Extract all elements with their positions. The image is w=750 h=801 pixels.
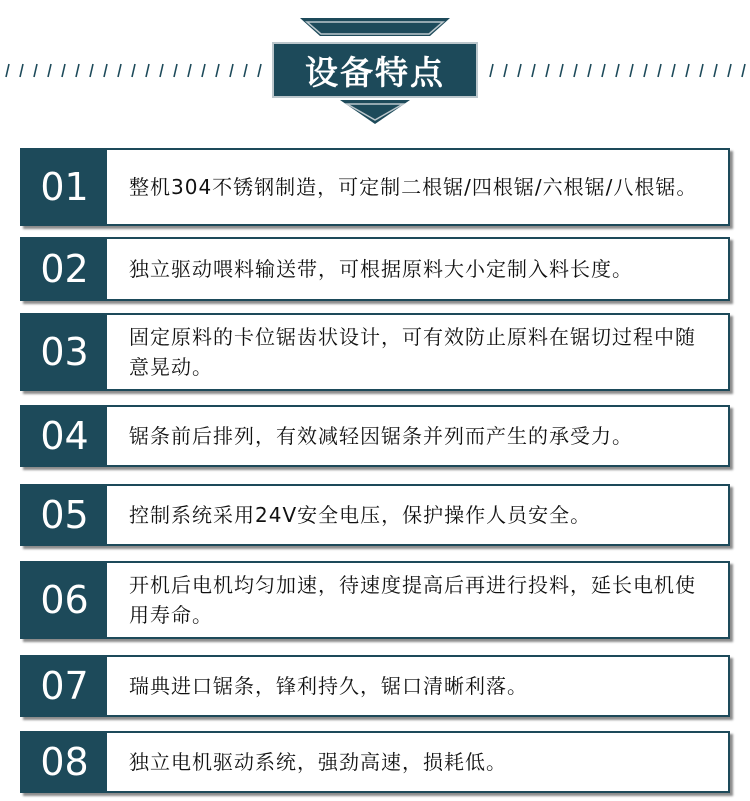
slash-mark xyxy=(588,64,591,77)
feature-text: 整机304不锈钢制造，可定制二根锯/四根锯/六根锯/八根锯。 xyxy=(129,175,698,199)
slash-mark xyxy=(686,64,689,77)
feature-text: 控制系统采用24V安全电压，保护操作人员安全。 xyxy=(129,503,592,527)
slash-mark xyxy=(700,64,703,77)
slash-mark xyxy=(48,64,51,77)
slash-mark xyxy=(6,64,9,77)
slash-mark xyxy=(104,64,107,77)
section-header xyxy=(0,0,750,130)
slash-mark xyxy=(532,64,535,77)
feature-number: 01 xyxy=(22,150,107,224)
feature-number: 06 xyxy=(22,563,107,637)
slash-mark xyxy=(174,64,177,77)
feature-number: 03 xyxy=(22,315,107,389)
slash-mark xyxy=(546,64,549,77)
slash-mark xyxy=(658,64,661,77)
slash-mark xyxy=(644,64,647,77)
feature-item-08 xyxy=(20,731,730,793)
feature-item-05 xyxy=(20,484,730,546)
slash-mark xyxy=(672,64,675,77)
feature-item-07 xyxy=(20,655,730,717)
slash-mark xyxy=(230,64,233,77)
feature-text: 独立电机驱动系统，强劲高速，损耗低。 xyxy=(129,750,507,774)
slash-mark xyxy=(728,64,731,77)
feature-item-02 xyxy=(20,237,730,301)
slash-mark xyxy=(216,64,219,77)
feature-item-03 xyxy=(20,313,730,391)
slash-mark xyxy=(560,64,563,77)
slash-mark xyxy=(34,64,37,77)
feature-item-04 xyxy=(20,405,730,467)
slash-mark xyxy=(244,64,247,77)
section-title: 设备特点 xyxy=(272,42,478,98)
slash-mark xyxy=(258,64,261,77)
slash-mark xyxy=(742,64,745,77)
slash-mark xyxy=(76,64,79,77)
slash-mark xyxy=(62,64,65,77)
feature-item-01 xyxy=(20,148,730,226)
slash-mark xyxy=(616,64,619,77)
slash-mark xyxy=(118,64,121,77)
slash-mark xyxy=(574,64,577,77)
slash-mark xyxy=(160,64,163,77)
feature-number: 04 xyxy=(22,407,107,465)
feature-number: 05 xyxy=(22,486,107,544)
slash-mark xyxy=(20,64,23,77)
slash-mark xyxy=(132,64,135,77)
slash-mark xyxy=(602,64,605,77)
feature-number: 02 xyxy=(22,239,107,299)
slash-mark xyxy=(202,64,205,77)
feature-text: 瑞典进口锯条，锋利持久，锯口清晰利落。 xyxy=(129,674,528,698)
slash-mark xyxy=(518,64,521,77)
feature-text: 锯条前后排列，有效减轻因锯条并列而产生的承受力。 xyxy=(129,424,633,448)
right-slash-line xyxy=(490,64,745,77)
slash-mark xyxy=(630,64,633,77)
feature-text: 开机后电机均匀加速，待速度提高后再进行投料，延长电机使用寿命。 xyxy=(129,573,696,627)
feature-item-06 xyxy=(20,561,730,639)
slash-mark xyxy=(90,64,93,77)
slash-mark xyxy=(188,64,191,77)
feature-text: 固定原料的卡位锯齿状设计，可有效防止原料在锯切过程中随意晃动。 xyxy=(129,325,696,379)
feature-text: 独立驱动喂料输送带，可根据原料大小定制入料长度。 xyxy=(129,257,633,281)
slash-mark xyxy=(146,64,149,77)
slash-mark xyxy=(490,64,493,77)
feature-number: 07 xyxy=(22,657,107,715)
left-slash-line xyxy=(6,64,261,77)
slash-mark xyxy=(504,64,507,77)
slash-mark xyxy=(714,64,717,77)
feature-number: 08 xyxy=(22,733,107,791)
